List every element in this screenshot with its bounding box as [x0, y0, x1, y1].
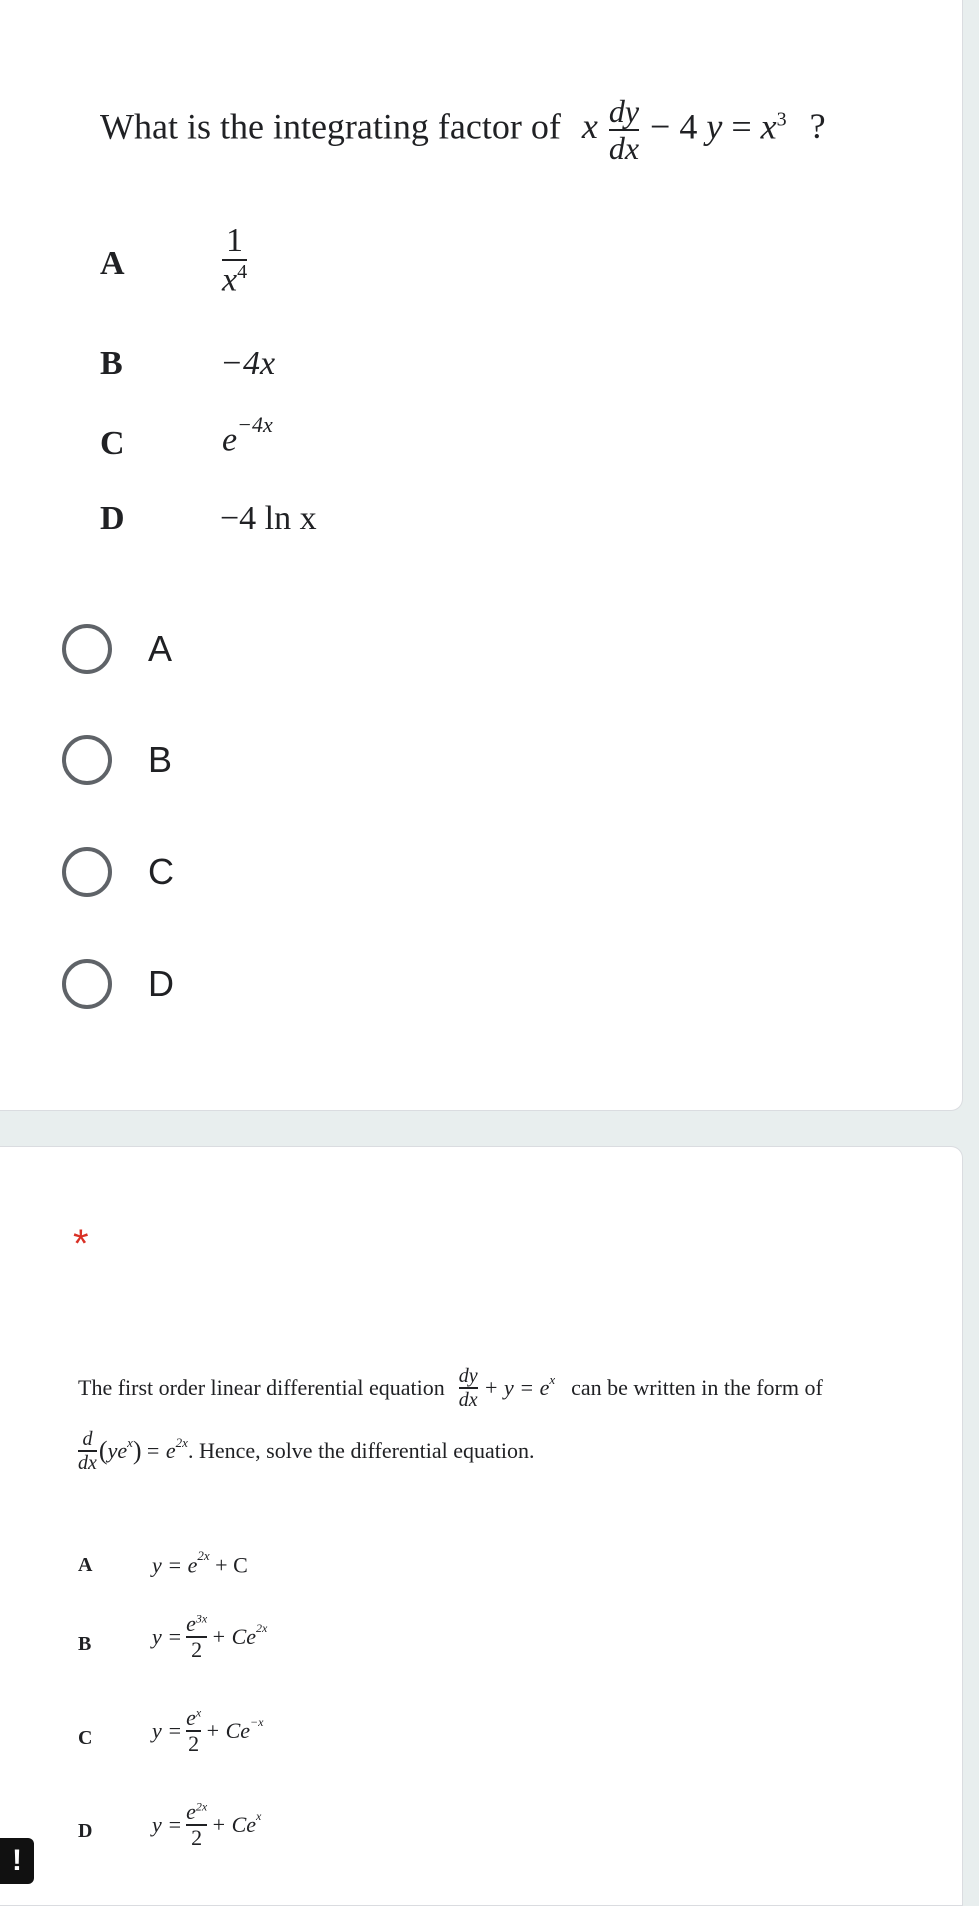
question-1-text — [100, 94, 826, 166]
radio-label-c: C — [148, 851, 174, 892]
q2-option-a-exponent: 2x — [197, 1548, 210, 1563]
q2-line2-frac-den: dx — [78, 1451, 97, 1474]
fraction-denominator: dx — [608, 130, 640, 167]
radio-label-a: A — [148, 628, 173, 669]
q2-option-c-num-exp: x — [195, 1705, 202, 1720]
radio-circle-a[interactable] — [62, 624, 112, 674]
q2-option-c-letter: C — [78, 1727, 93, 1749]
q2-inner-exponent: x — [127, 1434, 133, 1450]
q2-inner: ye — [107, 1437, 128, 1463]
q2-line2-equals: = e — [145, 1437, 176, 1463]
option-c-exponent: −4x — [237, 412, 273, 437]
q2-option-a-expression — [152, 1548, 248, 1578]
q2-paren-open: ( — [98, 1435, 108, 1465]
q2-option-c-fraction — [186, 1706, 201, 1756]
radio-option-c[interactable] — [62, 847, 174, 897]
radio-option-a[interactable] — [62, 624, 172, 674]
q2-option-a-lhs: y = e — [152, 1552, 198, 1578]
q2-option-d-rest-exp: x — [256, 1809, 262, 1824]
question-2-line-1 — [78, 1365, 823, 1411]
radio-circle-b[interactable] — [62, 735, 112, 785]
q2-option-b-fraction — [186, 1612, 207, 1662]
q2-option-d-expression — [152, 1800, 261, 1850]
q2-option-b-num-exp: 3x — [195, 1611, 208, 1626]
radio-circle-d[interactable] — [62, 959, 112, 1009]
q2-line1-fraction — [459, 1365, 478, 1411]
q2-option-a-letter: A — [78, 1554, 93, 1576]
option-a-numerator: 1 — [226, 222, 244, 259]
option-a-denominator: x — [222, 261, 238, 299]
question-1-prefix: What is the integrating factor of — [100, 106, 561, 147]
radio-label-d: D — [148, 963, 174, 1004]
q2-option-d-letter: D — [78, 1820, 93, 1842]
q2-option-d-lhs: y = — [152, 1811, 183, 1837]
q2-option-b-den: 2 — [191, 1636, 203, 1662]
q2-option-d-den: 2 — [191, 1824, 203, 1850]
option-a-letter: A — [100, 245, 125, 282]
q2-option-d-num: e — [186, 1799, 196, 1824]
q2-line1-rest: + y = e — [483, 1374, 550, 1400]
option-a-exponent: 4 — [237, 261, 248, 284]
question-card-2 — [0, 1146, 963, 1906]
q2-option-b-rest-exp: 2x — [256, 1621, 268, 1636]
required-marker: * — [73, 1222, 89, 1266]
question-2-line1-prefix: The first order linear differential equation — [78, 1374, 445, 1400]
equation-rhs-exponent: 3 — [776, 108, 787, 131]
option-c-letter: C — [100, 425, 125, 462]
equation-rhs: x — [760, 106, 777, 147]
q2-option-c-den: 2 — [188, 1730, 200, 1756]
q2-line2-fraction — [78, 1428, 97, 1474]
equation-middle: − 4 — [650, 106, 698, 147]
q2-option-d-fraction — [186, 1800, 207, 1850]
q2-line1-frac-num: dy — [458, 1365, 478, 1387]
question-2-line1-suffix: can be written in the form of — [571, 1374, 823, 1400]
option-c-base: e — [222, 421, 238, 459]
q2-option-c-lhs: y = — [152, 1717, 183, 1743]
radio-label-b: B — [148, 739, 173, 780]
q2-option-b-expression — [152, 1612, 267, 1662]
warning-badge[interactable]: ! — [0, 1838, 34, 1884]
q2-option-c-expression — [152, 1706, 263, 1756]
radio-option-b[interactable] — [62, 735, 172, 785]
option-d-expression: −4 ln x — [220, 500, 317, 537]
equation-coef: x — [581, 106, 598, 147]
q2-line2-frac-num: d — [82, 1428, 93, 1450]
q2-option-b-num: e — [186, 1611, 196, 1636]
question-1-suffix: ? — [809, 106, 826, 147]
question-2-line2-suffix: . Hence, solve the differential equation. — [187, 1437, 535, 1463]
q2-option-d-rest: + Ce — [211, 1811, 257, 1837]
option-d-letter: D — [100, 500, 125, 537]
q2-paren-close: ) — [132, 1435, 142, 1465]
radio-option-d[interactable] — [62, 959, 174, 1009]
q2-option-b-letter: B — [78, 1633, 92, 1655]
option-b-letter: B — [100, 345, 123, 382]
q2-line1-exponent: x — [549, 1371, 556, 1387]
q2-line1-frac-den: dx — [458, 1388, 478, 1411]
q2-option-c-rest-exp: −x — [250, 1715, 264, 1730]
option-b-expression: −4x — [220, 345, 276, 382]
question-2-line-2 — [78, 1428, 535, 1474]
q2-option-b-rest: + Ce — [211, 1623, 257, 1649]
q2-option-d-num-exp: 2x — [195, 1799, 208, 1814]
fraction-numerator: dy — [608, 93, 640, 129]
q2-option-b-lhs: y = — [152, 1623, 183, 1649]
q2-option-c-rest: + Ce — [205, 1717, 251, 1743]
equation-equals: = — [731, 106, 752, 147]
equation-fraction — [609, 94, 639, 166]
option-c-expression — [222, 412, 273, 459]
equation-y: y — [706, 106, 723, 147]
radio-circle-c[interactable] — [62, 847, 112, 897]
q2-line2-exponent: 2x — [175, 1434, 188, 1450]
q2-option-c-num: e — [186, 1705, 196, 1730]
option-a-expression — [222, 222, 247, 299]
q2-option-a-rest: + C — [215, 1552, 248, 1578]
